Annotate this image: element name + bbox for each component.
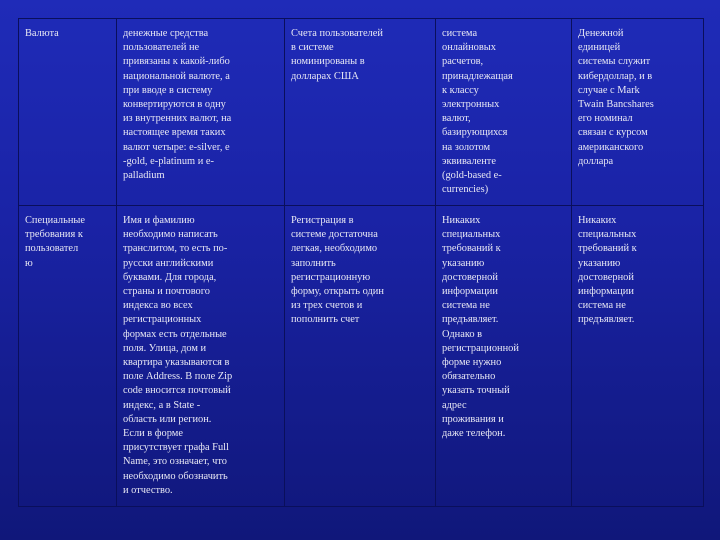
cell-text: система онлайновых расчетов, принадлежащая к классу электронных валют, базирующихся на золотом эквиваленте (gold-based e- currencies) <box>442 28 513 196</box>
table-cell <box>285 206 436 507</box>
cell-text: Никаких специальных требований к указанию достоверной информации система не предъявляет. <box>578 215 637 326</box>
table-cell <box>117 206 285 507</box>
cell-text: Регистрация в системе достаточна легкая, необходимо заполнить регистрационную форму, открыть один из трех счетов и пополнить счет <box>291 215 384 326</box>
cell-text: денежные средства пользователей не привязаны к какой-либо национальной валюте, а при вводе в систему конвертируются в одну из внутренних валют, на настоящее время таких валют четыре: e-silver, e -gold, e-platinum и e- palladium <box>123 28 232 182</box>
comparison-table <box>18 18 704 507</box>
cell-text: Никаких специальных требований к указанию достоверной информации система не предъявляет. Однако в регистрационной форме нужно обязательно указать точный адрес проживания и даже телефон. <box>442 215 519 440</box>
row-header-currency <box>19 19 117 206</box>
table-cell <box>572 206 704 507</box>
table-row-requirements <box>19 206 704 507</box>
table-cell <box>436 206 572 507</box>
row-header-text: Специальные требования к пользовател ю <box>25 215 86 269</box>
table-cell <box>436 19 572 206</box>
table-cell <box>285 19 436 206</box>
table-cell <box>572 19 704 206</box>
row-header-text: Валюта <box>25 28 59 39</box>
cell-text: Счета пользователей в системе номинированы в долларах США <box>291 28 383 82</box>
row-header-requirements <box>19 206 117 507</box>
table-cell <box>117 19 285 206</box>
cell-text: Имя и фамилию необходимо написать транслитом, то есть по- русски английскими буквами. Для города, страны и почтового индекса во всех регистрационных формах есть отдельные поля. Улица, дом и квартира указываются в поле Address. В поле Zip code вносится почтовый индекс, а в State - область или регион. Если в форме присутствует графа Full Name, это означает, что необходимо обозначить и отчество. <box>123 215 233 496</box>
table-row-currency <box>19 19 704 206</box>
cell-text: Денежной единицей системы служит кибердоллар, и в случае с Mark Twain Bancshares его номинал связан с курсом американского доллара <box>578 28 654 167</box>
